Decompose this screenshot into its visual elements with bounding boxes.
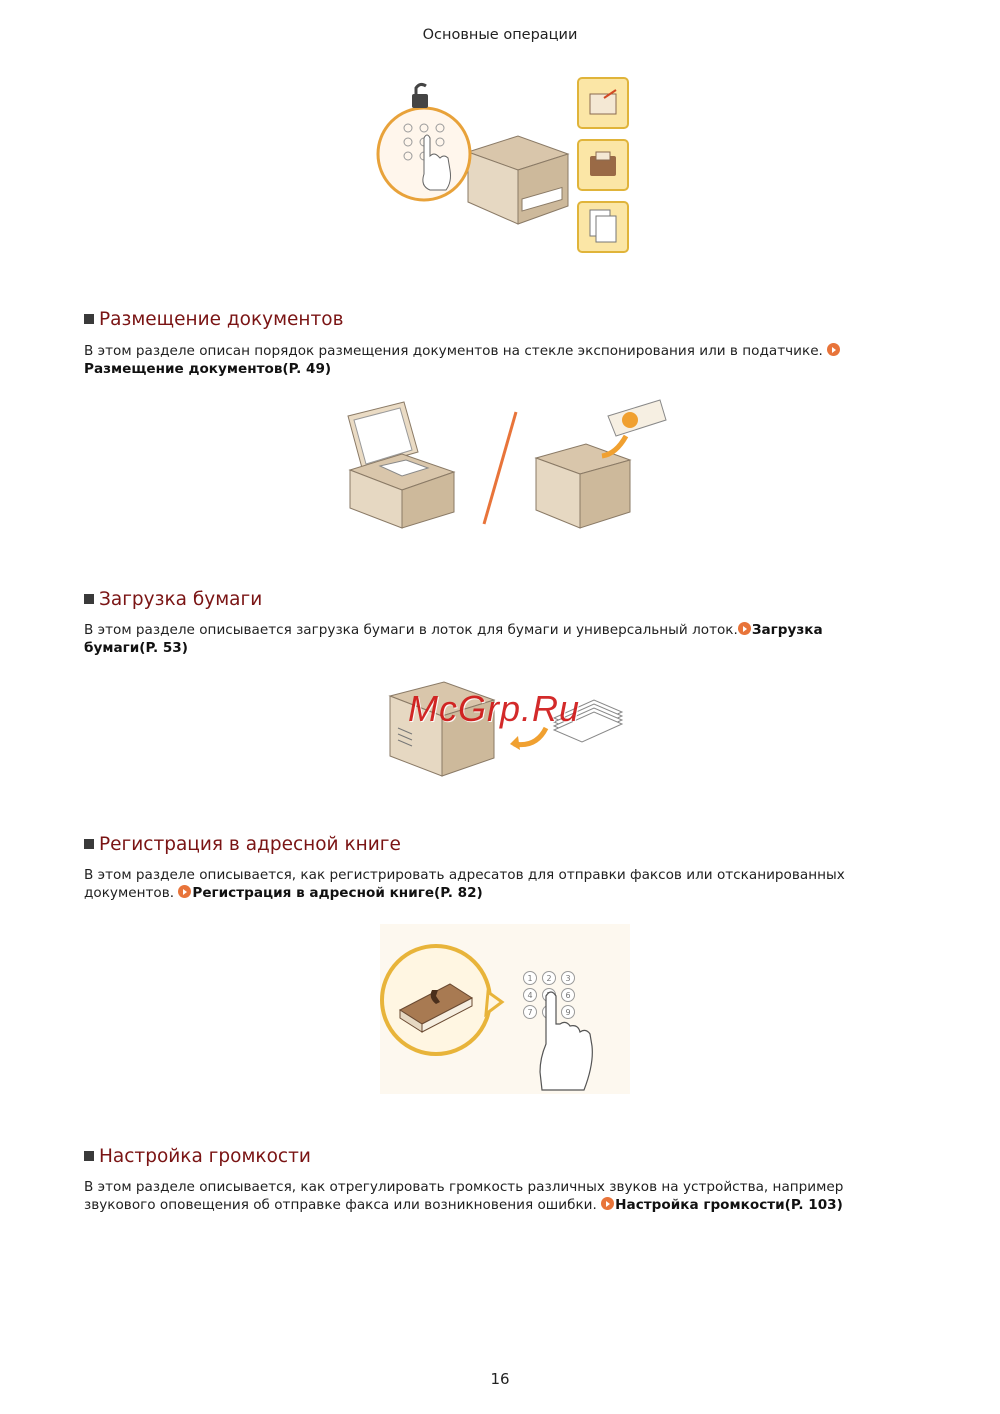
key-9-label: 9 xyxy=(565,1008,571,1017)
platen-glass-icon xyxy=(348,402,454,528)
watermark: McGrp.Ru xyxy=(408,688,581,729)
link-volume[interactable]: Настройка громкости(P. 103) xyxy=(615,1197,843,1213)
bullet-square-icon xyxy=(84,594,94,604)
section-text-address-book: В этом разделе описывается, как регистрировать адресатов для отправки факсов или отсканированных документов. Регистрация в адресной книге(P. 82) xyxy=(84,867,845,901)
bullet-square-icon xyxy=(84,314,94,324)
bullet-square-icon xyxy=(84,1151,94,1161)
link-arrow-icon xyxy=(178,885,191,898)
key-7-label: 7 xyxy=(527,1008,533,1017)
link-loading-paper[interactable]: Загрузка бумаги(P. 53) xyxy=(84,622,823,656)
page-number: 16 xyxy=(490,1370,510,1388)
key-1-label: 1 xyxy=(527,974,533,983)
address-book-illustration xyxy=(380,924,630,1094)
key-2-label: 2 xyxy=(546,974,552,983)
link-arrow-icon xyxy=(827,343,840,356)
placing-documents-illustration xyxy=(340,396,670,532)
key-4-label: 4 xyxy=(527,991,533,1000)
login-illustration xyxy=(372,74,636,258)
section-text-volume: В этом разделе описывается, как отрегулировать громкость различных звуков на устройства, например звукового оповещения об отправке факса или возникновения ошибки. Настройка громкости(P. 103) xyxy=(84,1179,844,1213)
printer-icon xyxy=(468,136,568,224)
link-placing-documents[interactable]: Размещение документов(P. 49) xyxy=(84,361,332,377)
bullet-square-icon xyxy=(84,839,94,849)
copy-icon xyxy=(578,202,628,252)
link-address-book[interactable]: Регистрация в адресной книге(P. 82) xyxy=(192,885,483,901)
section-heading-loading-paper: Загрузка бумаги xyxy=(84,589,262,610)
divider-slash xyxy=(484,412,516,524)
running-header: Основные операции xyxy=(422,27,578,43)
section-heading-placing-documents: Размещение документов xyxy=(84,309,344,330)
key-6-label: 6 xyxy=(565,991,571,1000)
link-arrow-icon xyxy=(601,1197,614,1210)
fax-icon xyxy=(578,140,628,190)
lock-icon xyxy=(412,84,428,108)
link-arrow-icon xyxy=(738,622,751,635)
section-text-placing-documents: В этом разделе описан порядок размещения документов на стекле экспонирования или в податчике. Размещение документов(P. 49) xyxy=(84,342,884,378)
section-heading-address-book: Регистрация в адресной книге xyxy=(84,834,401,855)
feeder-icon xyxy=(536,400,666,528)
section-heading-volume: Настройка громкости xyxy=(84,1146,311,1167)
key-3-label: 3 xyxy=(565,974,571,983)
scan-send-icon xyxy=(578,78,628,128)
section-text-loading-paper: В этом разделе описывается загрузка бумаги в лоток для бумаги и универсальный лоток. Загрузка бумаги(P. 53) xyxy=(84,622,823,656)
keypad-bubble xyxy=(378,108,470,200)
